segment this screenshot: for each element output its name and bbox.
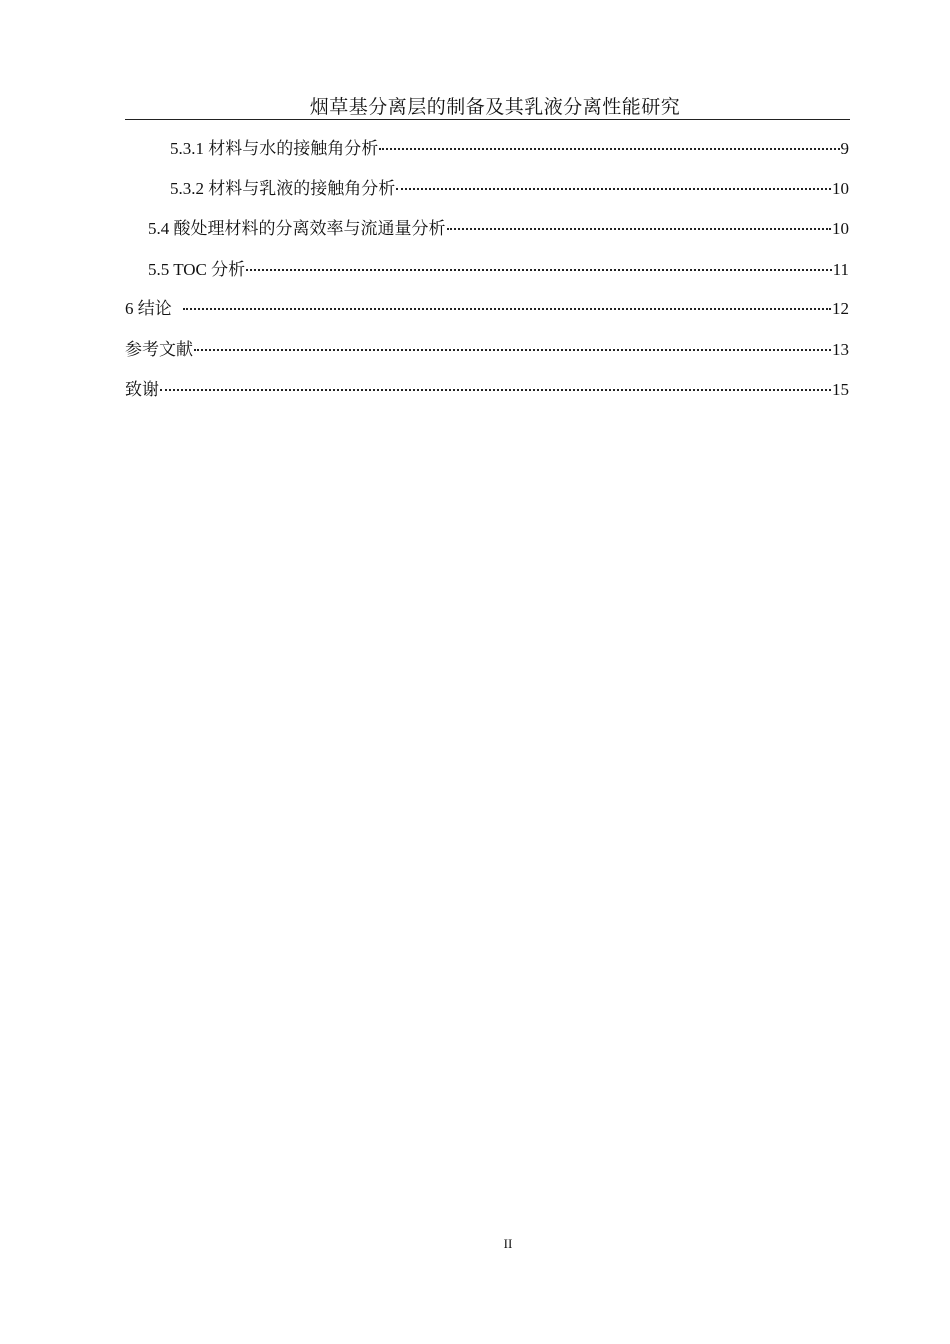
toc-entry-page: 12	[832, 299, 849, 318]
toc-entry-5-5[interactable]	[148, 258, 849, 282]
toc-leader-dots	[396, 188, 831, 190]
toc-entry-label: 致谢	[125, 380, 159, 399]
toc-entry-label: 5.5 TOC 分析	[148, 260, 246, 279]
toc-entry-page: 15	[832, 380, 849, 399]
toc-entry-page: 9	[840, 139, 849, 158]
toc-entry-acknowledgements[interactable]	[125, 378, 849, 402]
toc-entry-5-4[interactable]	[148, 217, 849, 241]
toc-entry-label: 参考文献	[125, 340, 193, 359]
toc-leader-dots	[246, 269, 831, 271]
toc-entry-label: 6 结论	[125, 299, 172, 318]
toc-entry-page: 10	[832, 219, 849, 238]
page-number: II	[503, 1236, 513, 1251]
toc-entry-label: 5.4 酸处理材料的分离效率与流通量分析	[148, 219, 446, 238]
toc-entry-page: 11	[832, 260, 849, 279]
running-header-title: 烟草基分离层的制备及其乳液分离性能研究	[309, 97, 681, 118]
toc-entry-page: 13	[832, 340, 849, 359]
header-divider	[125, 119, 850, 120]
toc-leader-dots	[183, 308, 831, 310]
toc-leader-dots	[447, 228, 832, 230]
toc-leader-dots	[379, 148, 839, 150]
toc-entry-label: 5.3.1 材料与水的接触角分析	[170, 139, 379, 158]
toc-entry-6[interactable]	[125, 297, 849, 321]
toc-entry-references[interactable]	[125, 338, 849, 362]
toc-entry-label: 5.3.2 材料与乳液的接触角分析	[170, 179, 396, 198]
toc-leader-dots	[194, 349, 831, 351]
toc-entry-page: 10	[832, 179, 849, 198]
toc-leader-dots	[160, 389, 831, 391]
toc-entry-5-3-2[interactable]	[170, 177, 849, 201]
toc-entry-5-3-1[interactable]	[170, 137, 849, 161]
